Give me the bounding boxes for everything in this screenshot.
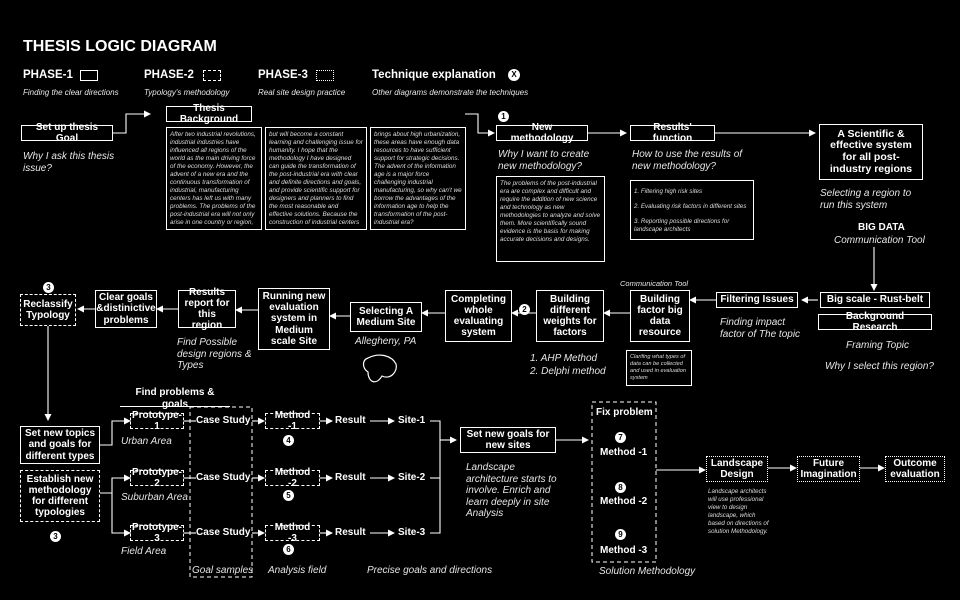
page-title: THESIS LOGIC DIAGRAM [23,38,217,55]
result-2: Result [335,472,366,483]
prototype-3-area: Field Area [121,546,167,557]
legend-phase1-label: PHASE-1 [23,69,73,81]
badge-8: 8 [615,482,626,493]
find-possible-note: Find Possible design regions & Types [177,337,252,371]
badge-2: 2 [519,304,530,315]
case-study-3: Case Study [196,527,251,538]
legend-phase2-label: PHASE-2 [144,69,194,81]
results-function-box: Results' function [630,125,715,141]
thesis-background-box: Thesis Background [166,106,252,122]
results-list-item: 2. Evaluating risk factors in different sites [634,202,747,210]
completing-evaluation-box: Completing whole evaluating system [445,290,512,342]
background-paragraph-1: After two industrial revolutions, industrial industries have influenced all regions of the world as the main driving force of the economy. However, the advent of a new era and the continuous transformation of industrial, manufacturing centers has left us with many problems. The problems of the post-industrial era will not only arise in one country or region, [166,127,262,230]
technique-x-icon: X [508,69,520,81]
legend-phase1-desc: Finding the clear directions [23,88,119,97]
clarify-note: Clarifing what types of data can be collected and used in evaluation system [626,350,692,386]
site-2: Site-2 [398,472,426,483]
fix-method-1: Method -1 [600,447,648,458]
building-factor-box: Building factor big data resource [630,290,690,342]
new-methodology-box: New methodology [496,125,588,141]
method-2-box: Method -2 [265,470,320,486]
big-data-label: BIG DATA [858,222,905,233]
setup-goal-note: Why I ask this thesis issue? [23,151,115,174]
goal-samples-label: Goal samples [192,565,254,576]
case-study-2: Case Study [196,472,251,483]
badge-9: 9 [615,529,626,540]
communication-tool-label: Communication Tool [834,235,925,246]
badge-1: 1 [498,111,509,122]
find-problems-heading: Find problems & goals [120,391,230,407]
legend-technique-desc: Other diagrams demonstrate the techniques [372,88,529,97]
badge-3-bottom: 3 [50,531,61,542]
clear-goals-box: Clear goals &distinictive problems [95,290,157,328]
new-methodology-note: Why I want to create new methodology? [498,149,590,172]
scientific-system-note: Selecting a region to run this system [820,188,912,211]
filtering-issues-box: Filtering Issues [716,292,798,308]
establish-methodology-box: Establish new methodology for different typologies [20,470,100,522]
framing-topic-note: Framing Topic [846,340,909,351]
prototype-1-area: Urban Area [121,436,172,447]
phase2-dashed-swatch [203,70,221,81]
method-delphi: 2. Delphi method [530,366,606,377]
method-3-box: Method -3 [265,525,320,541]
scientific-system-box: A Scientific & effective system for all post-industry regions [819,124,923,180]
outcome-evaluation-box: Outcome evaluation [885,456,945,482]
communication-tool-label-2: Communication Tool [620,279,689,288]
background-paragraph-3: brings about high urbanization, these areas have enough data resources to have sufficient support for strategic decisions. The advent of the information age is a major force challenging industrial manufacturing, so why can't we borrow the advantages of the information age to help the transformation of the post-industrial era? [370,127,466,230]
method-ahp: 1. AHP Method [530,353,598,364]
fix-method-3: Method -3 [600,545,648,556]
result-1: Result [335,415,366,426]
badge-4: 4 [283,435,294,446]
landscape-design-box: Landscape Design [706,456,768,482]
background-research-box: Background Research [818,314,932,330]
setup-thesis-goal-box: Set up thesis Goal [21,125,113,141]
badge-7: 7 [615,432,626,443]
big-scale-rustbelt-box: Big scale - Rust-belt [820,292,930,308]
prototype-2-area: Suburban Area [121,492,188,503]
results-report-box: Results report for this region [178,290,236,328]
running-evaluation-box: Running new evaluation system in Medium scale Site [258,288,330,350]
fix-method-2: Method -2 [600,496,648,507]
allegheny-label: Allegheny, PA [355,336,417,347]
set-new-goals-box: Set new goals for new sites [460,427,556,453]
landscape-architects-note: Landscape architects will use professional view to design landscape, which based on directions of solution Methodology. [708,488,769,536]
solution-methodology-label: Solution Methodology [599,566,696,577]
results-list [630,180,754,240]
legend-phase3-label: PHASE-3 [258,69,308,81]
phase3-dotted-swatch [316,70,334,81]
landscape-involve-note: Landscape architecture starts to involve. Enrich and learn deeply in site Analysis [466,462,557,519]
fix-problem-label: Fix problem [596,407,653,418]
badge-5: 5 [283,490,294,501]
prototype-3-box: Prototype-3 [132,521,182,544]
why-region-note: Why I select this region? [825,361,934,372]
background-paragraph-2: but will become a constant learning and challenging issue for humanity. I hope that the methodology I have designed can guide the transformation of the post-industrial era with clear and definite directions and goals, and provide scientific support for designers and planners to find the most reasonable and effective solutions. Because the construction of industrial centers [265,127,367,230]
legend-phase3-desc: Real site design practice [258,88,346,97]
case-study-1: Case Study [196,415,251,426]
legend-phase2-desc: Typology's methodology [144,88,230,97]
building-weights-box: Building different weights for factors [536,290,604,342]
method-1-box: Method -1 [265,413,320,429]
finding-impact-note: Finding impact factor of The topic [720,317,801,340]
results-list-item: 3. Reporting possible directions for landscape architects [634,217,730,233]
result-3: Result [335,527,366,538]
badge-6: 6 [283,544,294,555]
prototype-1-box: Prototype-1 [132,409,182,432]
site-3: Site-3 [398,527,426,538]
precise-goals-label: Precise goals and directions [367,565,493,576]
prototype-2-box: Prototype-2 [132,466,182,489]
analysis-field-label: Analysis field [268,565,327,576]
badge-3: 3 [43,282,54,293]
reclassify-typology-box: Reclassify Typology [20,294,76,326]
selecting-medium-site-box: Selecting A Medium Site [350,302,422,332]
phase1-solid-swatch [80,70,98,81]
new-methodology-paragraph: The problems of the post-industrial era are complex and difficult and require the addition of new science and technology as new methodologies to analyze and solve them. More scientifically sound evidence is the basis for making accurate decisions and designs. [496,176,605,262]
results-list-item: 1. Filtering high risk sites [634,188,703,195]
set-new-topics-box: Set new topics and goals for different types [20,426,100,464]
future-imagination-box: Future Imagination [797,456,860,482]
site-1: Site-1 [398,415,426,426]
legend-technique-label: Technique explanation [372,69,496,81]
results-function-note: How to use the results of new methodology? [632,149,743,172]
